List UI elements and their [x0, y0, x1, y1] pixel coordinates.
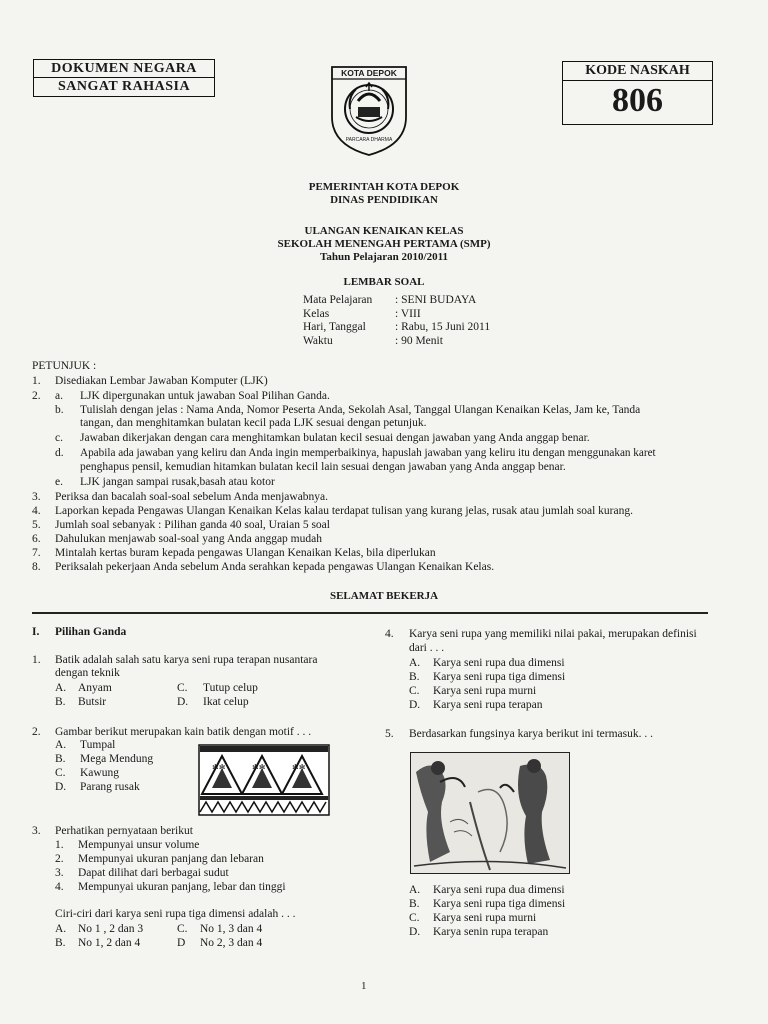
instruction-text: LJK dipergunakan untuk jawaban Soal Pilihan Ganda.	[80, 390, 330, 402]
option-letter: B.	[55, 937, 66, 949]
instruction-text: Dahulukan menjawab soal-soal yang Anda anggap mudah	[55, 533, 322, 545]
statement-text: Dapat dilihat dari berbagai sudut	[78, 867, 229, 879]
option-text: No 1, 2 dan 4	[78, 937, 141, 949]
option-text: Tutup celup	[203, 682, 258, 694]
instruction-text: Apabila ada jawaban yang keliru dan Anda ingin memperbaikinya, hapuslah jawaban yang keliru itu dengan menggunakan karet	[80, 447, 656, 459]
option-letter: B.	[409, 671, 420, 683]
option-letter: D.	[55, 781, 67, 793]
option-letter: A.	[55, 739, 67, 751]
sangat-rahasia-label: SANGAT RAHASIA	[57, 79, 191, 94]
page-number: 1	[361, 980, 367, 992]
sub-letter: d.	[55, 447, 64, 459]
option-text: No 1 , 2 dan 3	[78, 923, 144, 935]
instruction-text: Jawaban dikerjakan dengan cara menghitamkan bulatan kecil sesuai dengan jawaban yang Anda anggap benar.	[80, 432, 590, 444]
question-text: dengan teknik	[55, 667, 120, 679]
sub-letter: a.	[55, 390, 63, 402]
info-row: Waktu : 90 Menit	[303, 334, 443, 347]
option-letter: B.	[55, 753, 66, 765]
classification-stamp	[33, 59, 215, 97]
question-text: Gambar berikut merupakan kain batik dengan motif . . .	[55, 726, 312, 738]
question-text: Ciri-ciri dari karya seni rupa tiga dimensi adalah . . .	[55, 908, 296, 920]
instruction-text: Periksa dan bacalah soal-soal sebelum Anda menjawabnya.	[55, 491, 329, 503]
option-letter: C.	[409, 685, 420, 697]
option-letter: C.	[177, 682, 188, 694]
selamat-bekerja: SELAMAT BEKERJA	[329, 590, 439, 602]
instruction-text: tangan, dan menghitamkan bulatan kecil pada LJK sesuai dengan petunjuk.	[80, 417, 427, 429]
option-letter: D	[177, 937, 186, 949]
option-text: Tumpal	[80, 739, 116, 751]
option-text: Karya seni rupa dua dimensi	[433, 884, 565, 896]
logo-motto: PARCARA DHARMA	[345, 137, 393, 143]
question-number: 2.	[32, 726, 41, 738]
option-text: Ikat celup	[203, 696, 249, 708]
option-text: Karya seni rupa tiga dimensi	[433, 898, 566, 910]
kode-naskah-value: 806	[612, 82, 663, 119]
svg-text:✻✻: ✻✻	[252, 763, 266, 772]
item-number: 2.	[32, 390, 41, 402]
statement-number: 3.	[55, 867, 64, 879]
title-ulangan: ULANGAN KENAIKAN KELAS	[304, 225, 464, 237]
item-number: 8.	[32, 561, 41, 573]
option-letter: D.	[177, 696, 189, 708]
option-text: Mega Mendung	[80, 753, 154, 765]
kode-naskah-label: KODE NASKAH	[563, 62, 712, 81]
instruction-text: Periksalah pekerjaan Anda sebelum Anda serahkan kepada pengawas Ulangan Kenaikan Kelas.	[55, 561, 495, 573]
batik-tumpal-image	[198, 744, 330, 816]
option-text: Karya seni rupa murni	[433, 685, 537, 697]
statement-text: Mempunyai ukuran panjang dan lebaran	[78, 853, 264, 865]
statement-text: Mempunyai unsur volume	[78, 839, 200, 851]
option-text: Parang rusak	[80, 781, 140, 793]
option-letter: A.	[55, 923, 67, 935]
option-text: No 1, 3 dan 4	[200, 923, 263, 935]
option-text: Karya seni rupa terapan	[433, 699, 543, 711]
section-divider	[32, 612, 708, 614]
option-letter: A.	[409, 884, 421, 896]
option-text: Karya seni rupa murni	[433, 912, 537, 924]
option-letter: B.	[409, 898, 420, 910]
statement-number: 2.	[55, 853, 64, 865]
item-number: 4.	[32, 505, 41, 517]
title-tahun: Tahun Pelajaran 2010/2011	[320, 251, 448, 263]
instruction-text: Laporkan kepada Pengawas Ulangan Kenaikan Kelas kalau terdapat tulisan yang kurang jelas, rusak atau jumlah soal kurang.	[55, 505, 633, 517]
exam-info	[303, 294, 523, 348]
question-number: 3.	[32, 825, 41, 837]
sub-letter: e.	[55, 476, 63, 488]
instruction-text: Disediakan Lembar Jawaban Komputer (LJK)	[55, 375, 268, 387]
section-number: I.	[32, 626, 40, 638]
instruction-text: Jumlah soal sebanyak : Pilihan ganda 40 soal, Uraian 5 soal	[55, 519, 330, 531]
option-letter: A.	[409, 657, 421, 669]
statement-number: 4.	[55, 881, 64, 893]
option-text: Karya seni rupa tiga dimensi	[433, 671, 566, 683]
title-pemerintah: PEMERINTAH KOTA DEPOK	[308, 181, 460, 193]
title-block	[234, 181, 534, 289]
option-text: No 2, 3 dan 4	[200, 937, 263, 949]
question-text: Berdasarkan fungsinya karya berikut ini termasuk. . .	[409, 728, 653, 740]
petunjuk-heading: PETUNJUK :	[32, 360, 97, 372]
info-row: Kelas : VIII	[303, 307, 421, 320]
statement-number: 1.	[55, 839, 64, 851]
question-number: 5.	[385, 728, 394, 740]
instruction-text: Mintalah kertas buram kepada pengawas Ulangan Kenaikan Kelas, bila diperlukan	[55, 547, 436, 559]
instruction-text: LJK jangan sampai rusak,basah atau kotor	[80, 476, 275, 488]
question-text: dari . . .	[409, 642, 445, 654]
option-text: Karya senin rupa terapan	[433, 926, 549, 938]
svg-text:✻✻: ✻✻	[292, 763, 306, 772]
item-number: 3.	[32, 491, 41, 503]
statement-text: Mempunyai ukuran panjang, lebar dan tinggi	[78, 881, 286, 893]
title-sekolah: SEKOLAH MENENGAH PERTAMA (SMP)	[277, 238, 491, 250]
info-row: Mata Pelajaran : SENI BUDAYA	[303, 294, 477, 306]
question-text: Karya seni rupa yang memiliki nilai pakai, merupakan definisi	[409, 628, 697, 640]
item-number: 5.	[32, 519, 41, 531]
info-row: Hari, Tanggal : Rabu, 15 Juni 2011	[303, 321, 491, 333]
option-text: Kawung	[80, 767, 119, 779]
artwork-image	[410, 752, 570, 874]
logo-title: KOTA DEPOK	[341, 68, 397, 78]
section-title: Pilihan Ganda	[55, 626, 127, 638]
title-lembar-soal: LEMBAR SOAL	[343, 276, 425, 288]
option-letter: D.	[409, 926, 421, 938]
question-number: 4.	[385, 628, 394, 640]
svg-text:✻✻: ✻✻	[212, 763, 226, 772]
option-letter: C.	[55, 767, 66, 779]
item-number: 7.	[32, 547, 41, 559]
question-text: Perhatikan pernyataan berikut	[55, 825, 193, 837]
dokumen-negara-label: DOKUMEN NEGARA	[34, 60, 214, 78]
option-text: Butsir	[78, 696, 107, 708]
option-letter: A.	[55, 682, 67, 694]
option-letter: C.	[177, 923, 188, 935]
instruction-text: penghapus pensil, kemudian hitamkan bulatan kecil lain sesuai dengan jawaban yang Anda anggap benar.	[80, 461, 566, 473]
option-letter: D.	[409, 699, 421, 711]
option-text: Karya seni rupa dua dimensi	[433, 657, 565, 669]
kota-depok-logo	[328, 57, 410, 157]
sub-letter: c.	[55, 432, 63, 444]
title-dinas: DINAS PENDIDIKAN	[330, 194, 438, 206]
option-letter: B.	[55, 696, 66, 708]
sub-letter: b.	[55, 404, 64, 416]
question-text: Batik adalah salah satu karya seni rupa terapan nusantara	[55, 654, 318, 666]
instruction-text: Tulislah dengan jelas : Nama Anda, Nomor Peserta Anda, Sekolah Asal, Tanggal Ulangan Kenaikan Kelas, Jam ke, Tanda	[80, 404, 641, 416]
item-number: 6.	[32, 533, 41, 545]
item-number: 1.	[32, 375, 41, 387]
option-letter: C.	[409, 912, 420, 924]
kode-naskah-box	[562, 61, 713, 125]
option-text: Anyam	[78, 682, 112, 694]
question-number: 1.	[32, 654, 41, 666]
